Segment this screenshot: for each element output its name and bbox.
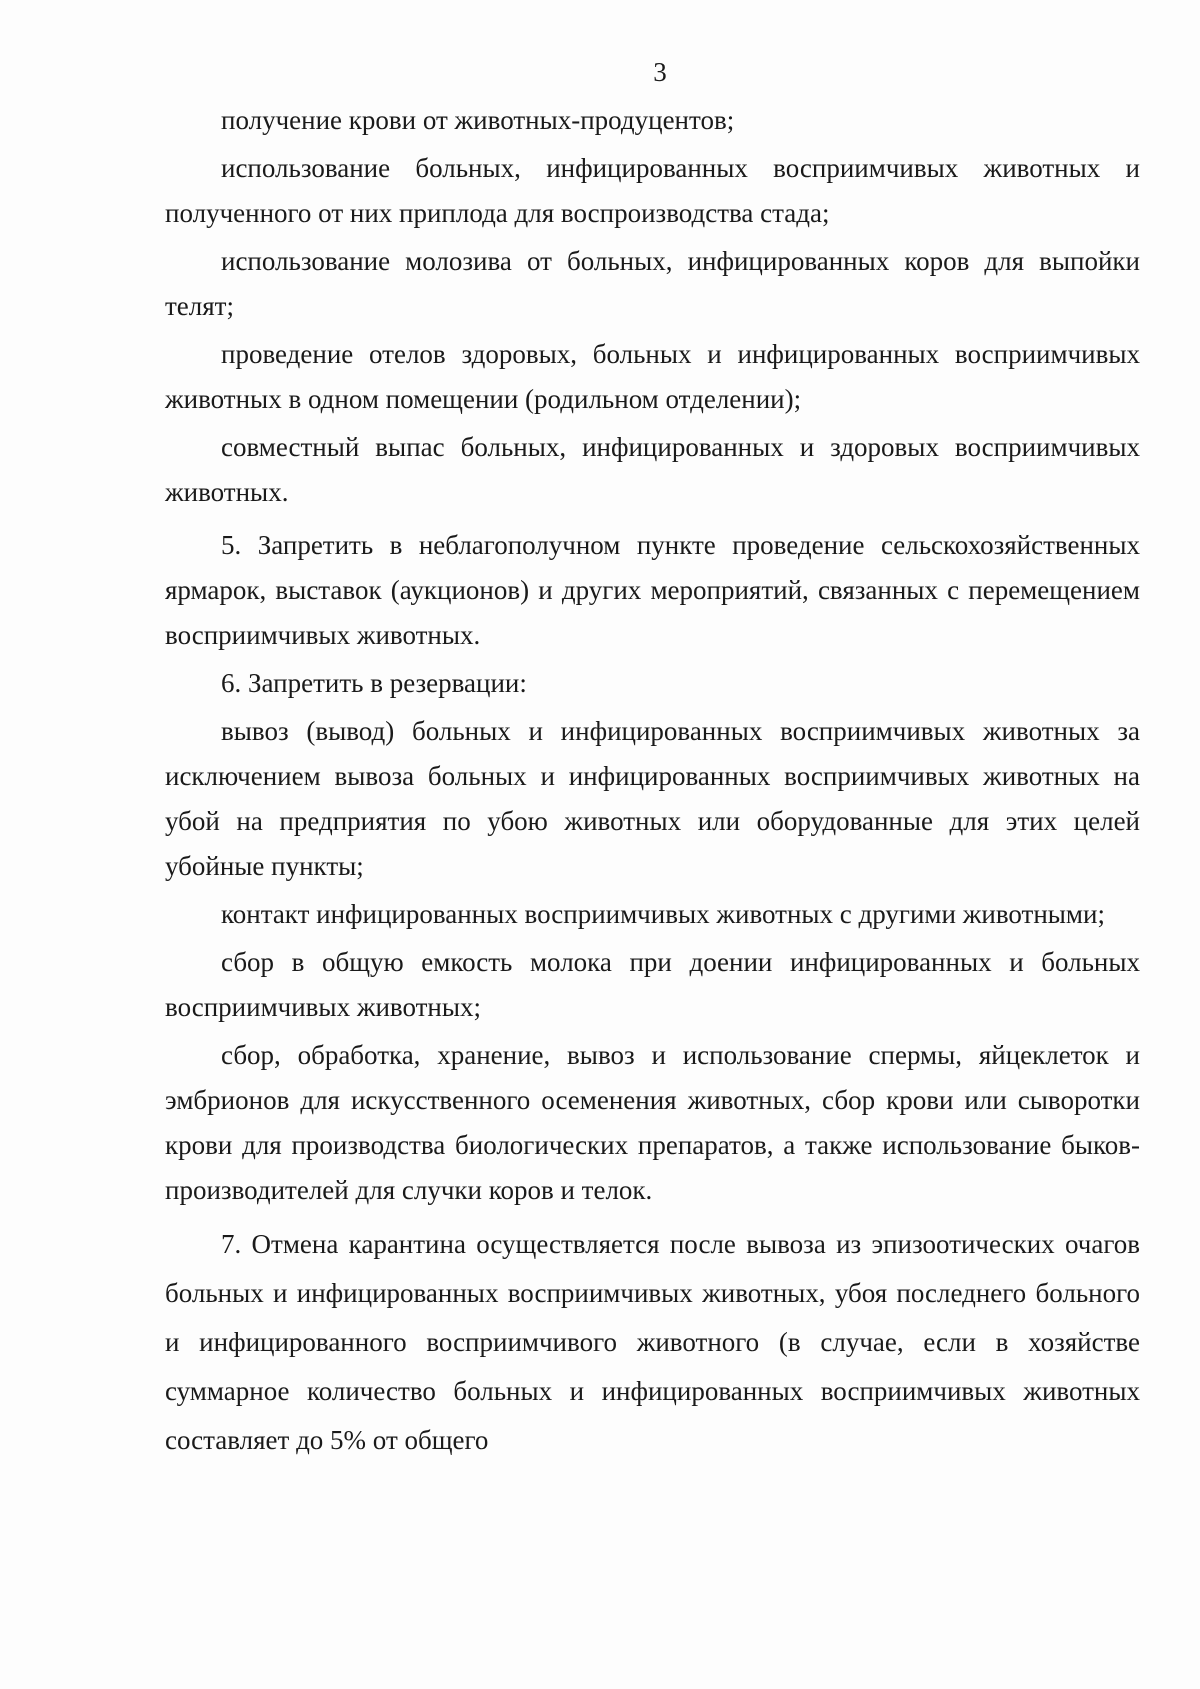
paragraph-herd-reproduction: использование больных, инфицированных восприимчивых животных и полученного от них приплода для воспроизводства стада; xyxy=(165,153,1140,228)
paragraph-item-7: 7. Отмена карантина осуществляется после вывоза из эпизоотических очагов больных и инфицированных восприимчивых животных, убоя последнего больного и инфицированного восприимчивого животного (в случае, если в хозяйстве суммарное количество больных и инфицированных восприимчивых животных составляет до 5% от общего xyxy=(165,1229,1140,1455)
paragraph-colostrum: использование молозива от больных, инфицированных коров для выпойки телят; xyxy=(165,246,1140,321)
paragraph-item-6-heading: 6. Запретить в резервации: xyxy=(221,668,527,698)
paragraph-semen-collection: сбор, обработка, хранение, вывоз и использование спермы, яйцеклеток и эмбрионов для искусственного осеменения животных, сбор крови или сыворотки крови для производства биологических препаратов, а также использование быков-производителей для случки коров и телок. xyxy=(165,1040,1140,1205)
paragraph-milk-collection: сбор в общую емкость молока при доении инфицированных и больных восприимчивых животных; xyxy=(165,947,1140,1022)
paragraph-item-5: 5. Запретить в неблагополучном пункте проведение сельскохозяйственных ярмарок, выставок (аукционов) и других мероприятий, связанных с перемещением восприимчивых животных. xyxy=(165,530,1140,650)
paragraph-joint-grazing: совместный выпас больных, инфицированных и здоровых восприимчивых животных. xyxy=(165,432,1140,507)
page-number: 3 xyxy=(653,57,667,87)
paragraph-contact-ban: контакт инфицированных восприимчивых животных с другими животными; xyxy=(221,899,1105,929)
document-body xyxy=(165,98,1140,1468)
paragraph-export-ban: вывоз (вывод) больных и инфицированных восприимчивых животных за исключением вывоза больных и инфицированных восприимчивых животных на убой на предприятия по убою животных или оборудованные для этих целей убойные пункты; xyxy=(165,716,1140,881)
paragraph-blood-collection: получение крови от животных-продуцентов; xyxy=(221,105,735,135)
paragraph-calving: проведение отелов здоровых, больных и инфицированных восприимчивых животных в одном помещении (родильном отделении); xyxy=(165,339,1140,414)
